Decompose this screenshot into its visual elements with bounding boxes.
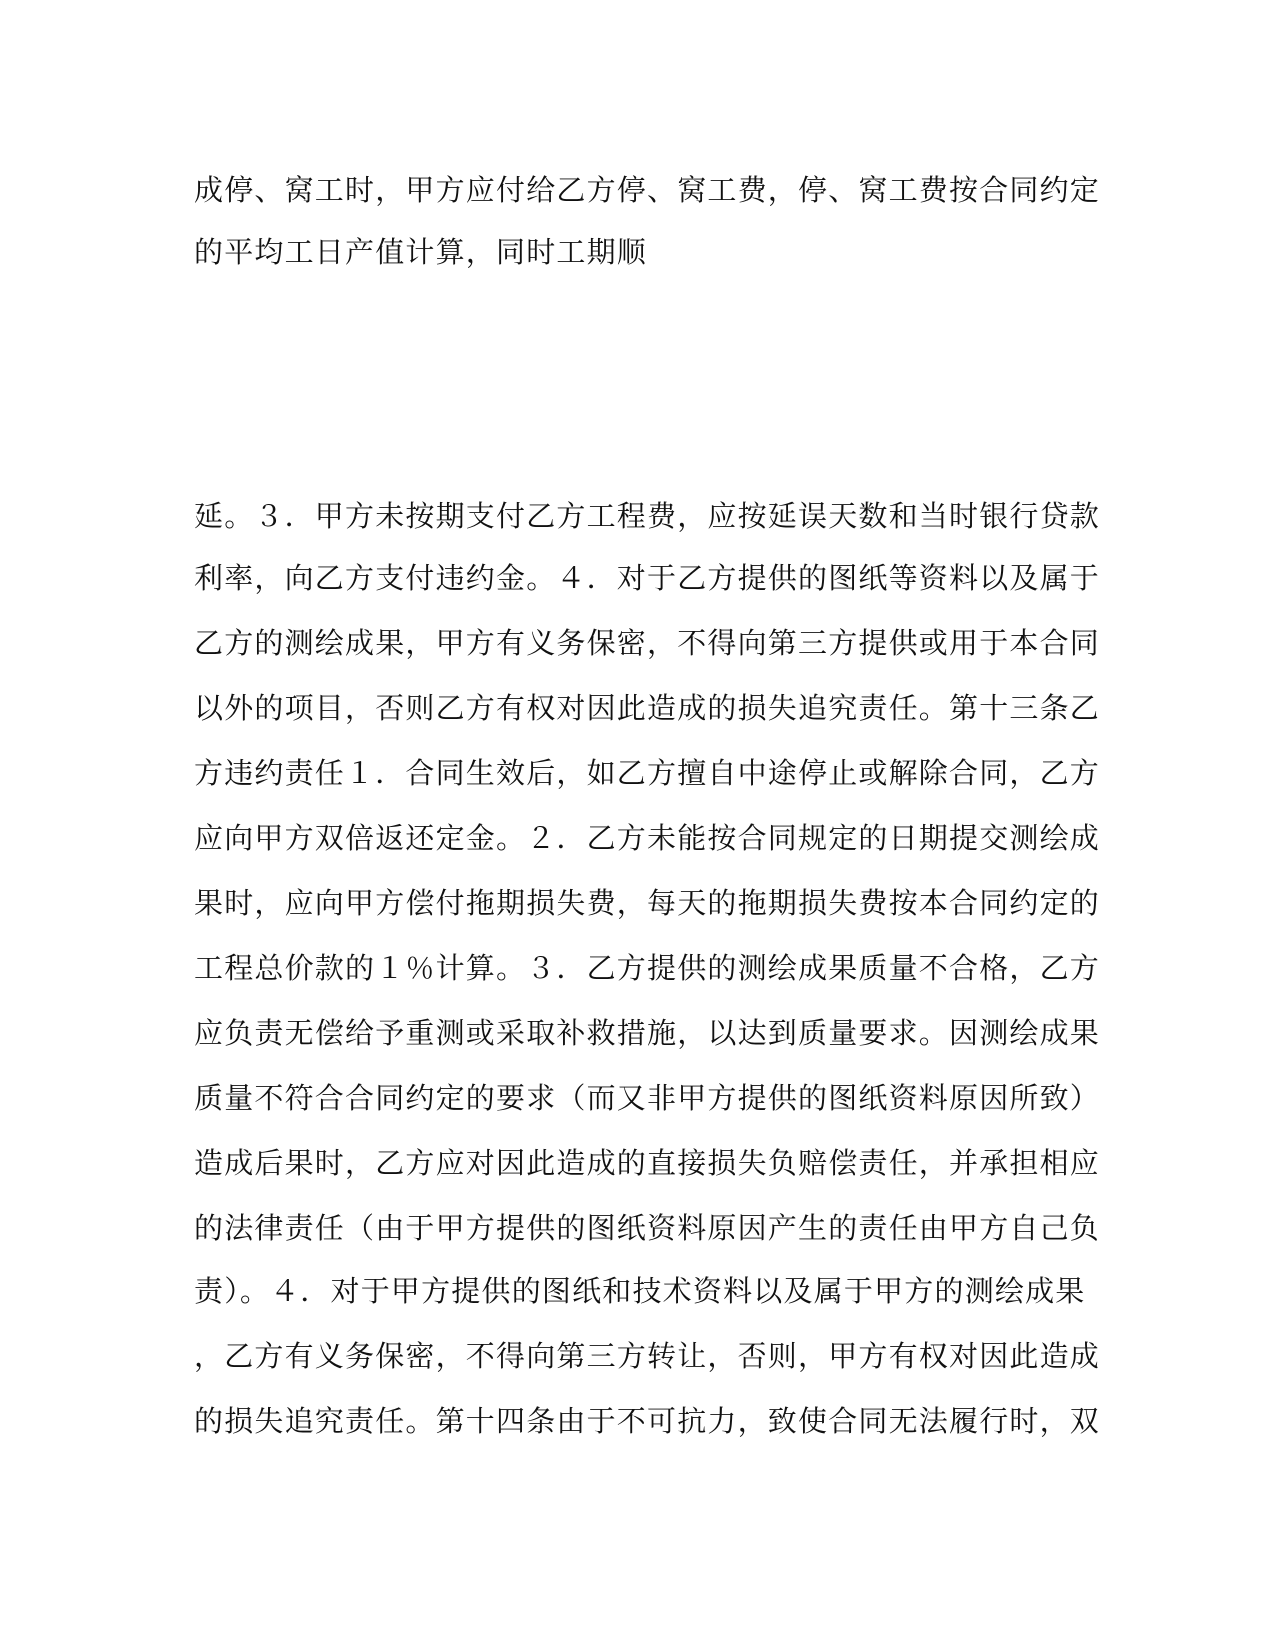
text-line: 以外的项目，否则乙方有权对因此造成的损失追究责任。第十三条乙 (194, 691, 1101, 725)
text-line: 的法律责任（由于甲方提供的图纸资料原因产生的责任由甲方自己负 (194, 1211, 1101, 1245)
text-line: ，乙方有义务保密，不得向第三方转让，否则，甲方有权对因此造成 (194, 1339, 1101, 1373)
text-line: 质量不符合合同约定的要求（而又非甲方提供的图纸资料原因所致） (194, 1081, 1101, 1115)
text-line: 造成后果时，乙方应对因此造成的直接损失负赔偿责任，并承担相应 (194, 1146, 1101, 1180)
text-line: 责）。４．对于甲方提供的图纸和技术资料以及属于甲方的测绘成果 (194, 1274, 1086, 1308)
text-line: 乙方的测绘成果，甲方有义务保密，不得向第三方提供或用于本合同 (194, 626, 1101, 660)
text-line: 工程总价款的１％计算。３．乙方提供的测绘成果质量不合格，乙方 (194, 951, 1101, 985)
text-line: 利率，向乙方支付违约金。４．对于乙方提供的图纸等资料以及属于 (194, 561, 1101, 595)
text-line: 应负责无偿给予重测或采取补救措施，以达到质量要求。因测绘成果 (194, 1016, 1101, 1050)
text-line: 成停、窝工时，甲方应付给乙方停、窝工费，停、窝工费按合同约定 (194, 173, 1101, 207)
text-line: 的平均工日产值计算，同时工期顺 (194, 235, 648, 269)
text-line: 方违约责任１．合同生效后，如乙方擅自中途停止或解除合同，乙方 (194, 756, 1101, 790)
text-line: 的损失追究责任。第十四条由于不可抗力，致使合同无法履行时，双 (194, 1404, 1101, 1438)
text-line: 应向甲方双倍返还定金。２．乙方未能按合同规定的日期提交测绘成 (194, 821, 1101, 855)
text-line: 延。３．甲方未按期支付乙方工程费，应按延误天数和当时银行贷款 (194, 499, 1101, 533)
text-line: 果时，应向甲方偿付拖期损失费，每天的拖期损失费按本合同约定的 (194, 886, 1101, 920)
